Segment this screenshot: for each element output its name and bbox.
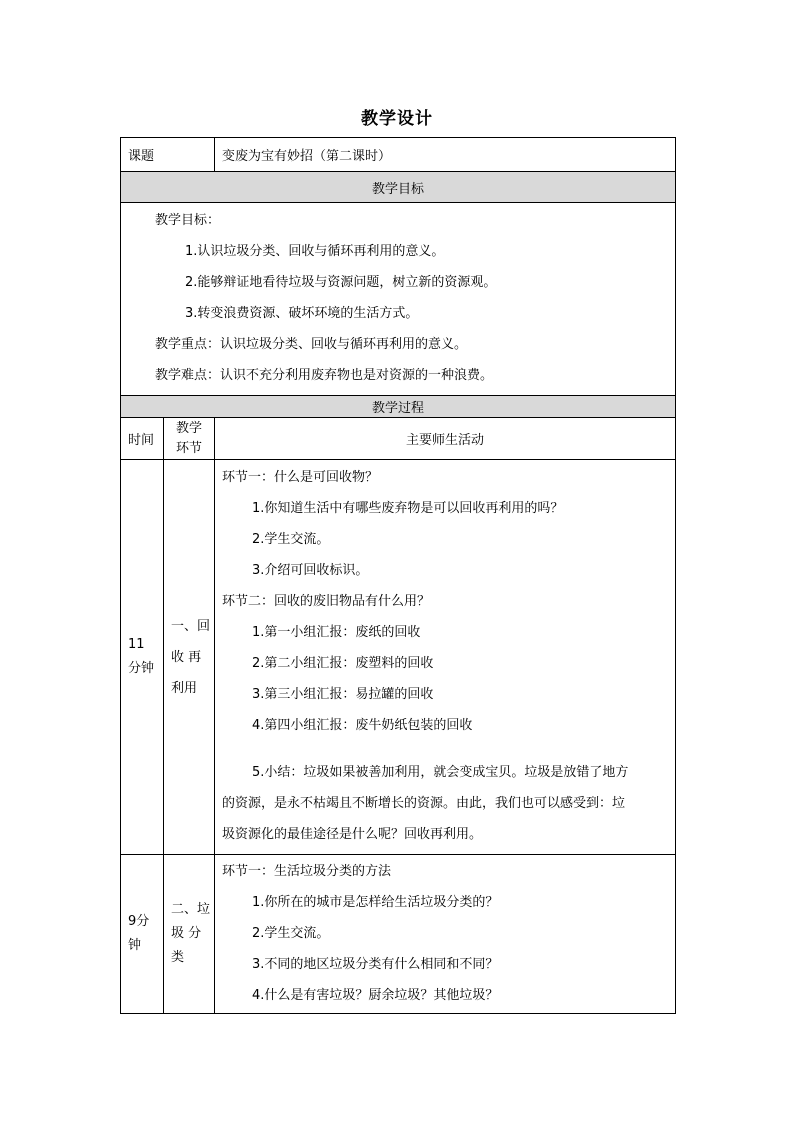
activity-line: 3.介绍可回收标识。 [252,563,369,578]
activity-line: 环节二：回收的废旧物品有什么用？ [222,594,431,609]
section-time-line-1: 11 [128,637,145,652]
section-stage-line-1: 一、回 [171,618,211,634]
section-stage [164,855,215,1014]
col-stage-line-2: 环节 [176,440,203,456]
objectives-header-row [121,172,676,203]
activity-line: 环节一：生活垃圾分类的方法 [222,864,392,879]
process-header: 教学过程 [121,396,676,418]
activity-line: 1.你所在的城市是怎样给生活垃圾分类的？ [252,895,499,910]
col-time-header: 时间 [121,418,164,460]
section-stage-line-3: 利用 [171,680,198,696]
section-time-line-2: 钟 [128,938,142,953]
section-stage-line-2: 圾 分 [171,926,202,941]
section-stage-line-3: 类 [171,950,185,965]
activity-line: 2.第二小组汇报：废塑料的回收 [252,656,434,671]
summary-line-1: 5.小结：垃圾如果被善加利用，就会变成宝贝。垃圾是放错了地方 [252,765,629,780]
section-activities [215,855,676,1014]
col-stage-header [164,418,215,460]
summary-line-2: 的资源，是永不枯竭且不断增长的资源。由此，我们也可以感受到：垃 [222,796,626,811]
activity-line: 4.第四小组汇报：废牛奶纸包装的回收 [252,718,473,733]
section-stage [164,460,215,855]
activity-line: 3.不同的地区垃圾分类有什么相同和不同？ [252,957,499,972]
activity-line: 2.学生交流。 [252,532,330,547]
activity-line: 4.什么是有害垃圾？厨余垃圾？其他垃圾？ [252,988,499,1003]
section-row [121,855,676,1014]
objectives-heading: 教学目标： [155,213,221,228]
activity-line: 1.你知道生活中有哪些废弃物是可以回收再利用的吗？ [252,501,564,516]
lesson-value: 变废为宝有妙招（第二课时） [215,138,676,172]
activity-line: 2.学生交流。 [252,926,330,941]
col-stage-line-1: 教学 [176,420,203,436]
activity-line: 环节一：什么是可回收物？ [222,470,379,485]
key-point: 教学重点：认识垃圾分类、回收与循环再利用的意义。 [155,337,468,352]
process-header-row [121,396,676,418]
activity-line: 3.第三小组汇报：易拉罐的回收 [252,687,434,702]
summary-line-3: 圾资源化的最佳途径是什么呢？回收再利用。 [222,827,483,842]
section-time-line-1: 9分 [128,914,150,929]
lesson-row [121,138,676,172]
objectives-header: 教学目标 [121,172,676,203]
section-activities [215,460,676,855]
document-title: 教学设计 [361,109,433,129]
section-row [121,460,676,855]
section-time-line-2: 分钟 [128,661,155,676]
lesson-plan-table [120,137,676,1014]
objective-item-3: 3.转变浪费资源、破坏环境的生活方式。 [185,306,419,321]
section-stage-line-2: 收 再 [171,649,202,665]
section-time [121,460,164,855]
activity-line: 1.第一小组汇报：废纸的回收 [252,625,421,640]
objective-item-1: 1.认识垃圾分类、回收与循环再利用的意义。 [185,244,445,259]
col-activity-header: 主要师生活动 [215,418,676,460]
objectives-content [121,203,676,396]
section-time [121,855,164,1014]
difficulty: 教学难点：认识不充分利用废弃物也是对资源的一种浪费。 [155,368,494,383]
objective-item-2: 2.能够辩证地看待垃圾与资源问题，树立新的资源观。 [185,275,497,290]
objectives-content-row [121,203,676,396]
lesson-label: 课题 [121,138,215,172]
section-stage-line-1: 二、垃 [171,902,211,917]
process-column-header-row [121,418,676,460]
